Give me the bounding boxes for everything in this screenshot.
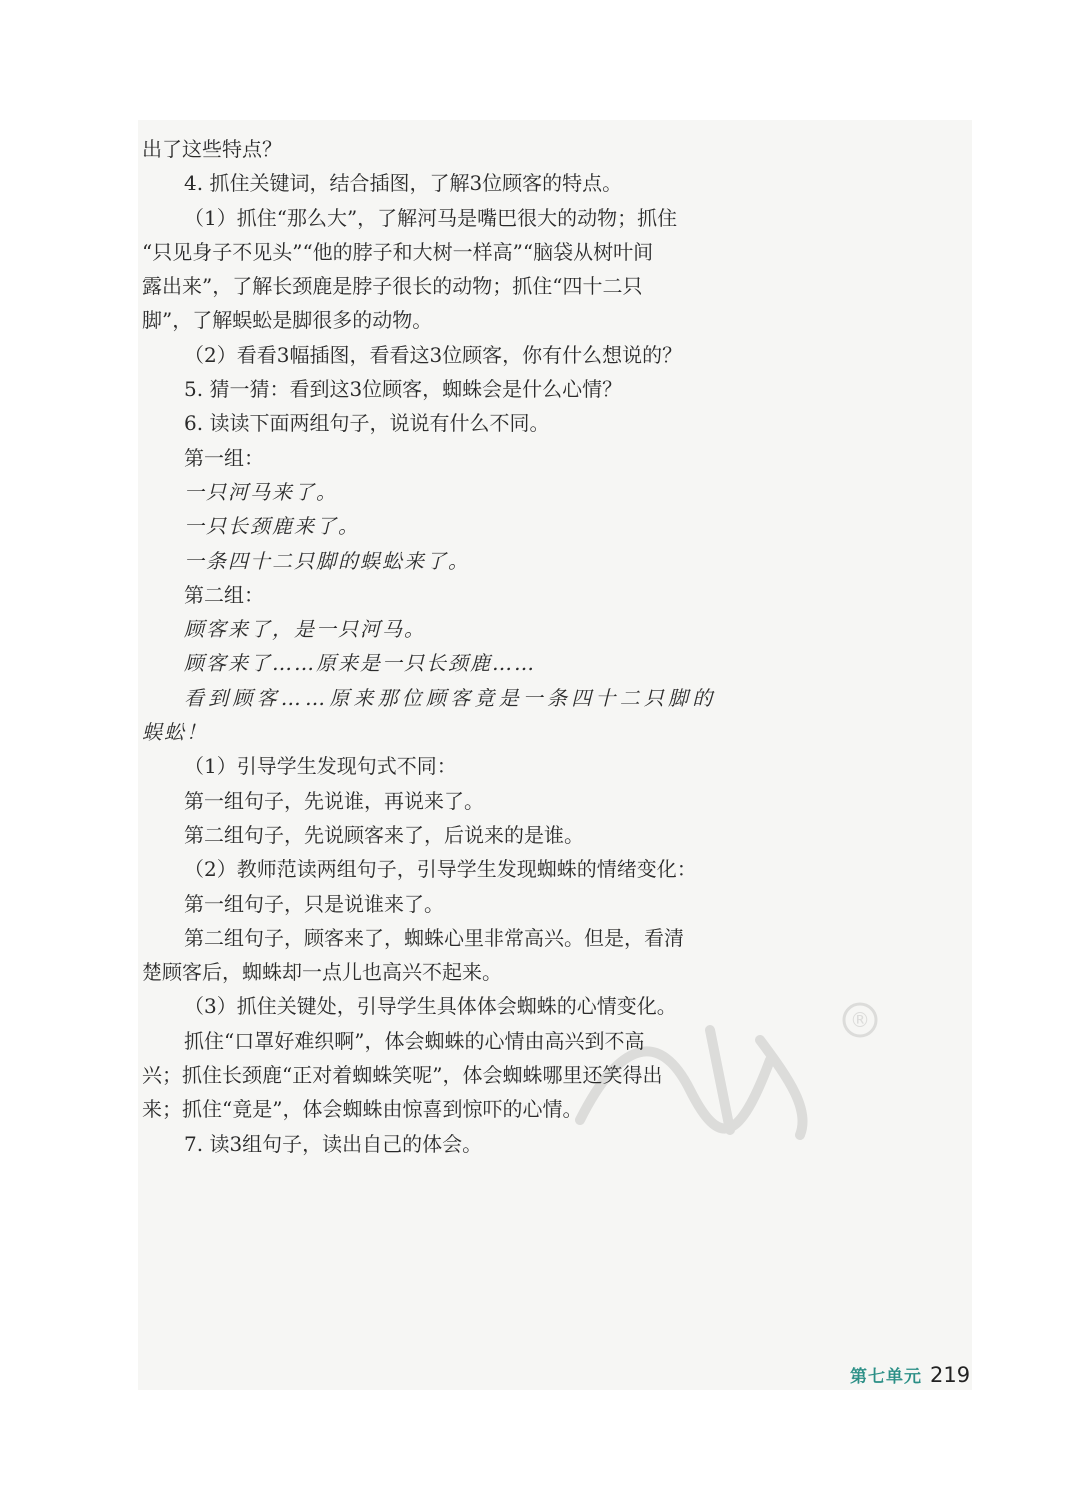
text-line: 抓住“口罩好难织啊”，体会蜘蛛的心情由高兴到不高 <box>184 1028 645 1053</box>
text-line: 脚”，了解蜈蚣是脚很多的动物。 <box>142 308 433 333</box>
example-sentence: 看到顾客……原来那位顾客竟是一条四十二只脚的 <box>184 685 717 710</box>
example-sentence: 顾客来了，是一只河马。 <box>184 617 426 642</box>
registered-mark: ® <box>850 1008 870 1032</box>
page-number: 219 <box>930 1363 971 1387</box>
unit-label: 第七单元 <box>850 1367 922 1387</box>
text-line: 第一组句子，先说谁，再说来了。 <box>184 788 484 813</box>
text-line: 第二组句子，顾客来了，蜘蛛心里非常高兴。但是，看清 <box>184 925 684 950</box>
text-line: 露出来”，了解长颈鹿是脖子很长的动物；抓住“四十二只 <box>142 274 643 299</box>
text-line: 第二组句子，先说顾客来了，后说来的是谁。 <box>184 822 584 847</box>
text-line: 出了这些特点？ <box>142 137 282 161</box>
text-line: （2）看看3幅插图，看看这3位顾客，你有什么想说的？ <box>184 342 683 367</box>
example-sentence: 一只河马来了。 <box>184 479 338 504</box>
example-sentence: 顾客来了……原来是一只长颈鹿…… <box>184 651 536 676</box>
lesson-text <box>142 132 722 1161</box>
text-line: 第一组句子，只是说谁来了。 <box>184 891 444 916</box>
example-sentence: 蜈蚣！ <box>142 720 208 745</box>
text-line: 第二组： <box>184 582 264 607</box>
text-line: 4. 抓住关键词，结合插图，了解3位顾客的特点。 <box>184 171 623 196</box>
text-line: “只见身子不见头”“他的脖子和大树一样高”“脑袋从树叶间 <box>142 239 654 264</box>
text-line: 5. 猜一猜：看到这3位顾客，蜘蛛会是什么心情？ <box>184 377 623 402</box>
text-line: 来；抓住“竟是”，体会蜘蛛由惊喜到惊吓的心情。 <box>142 1097 583 1122</box>
text-line: 6. 读读下面两组句子，说说有什么不同。 <box>184 411 550 436</box>
page-footer <box>850 1362 970 1392</box>
example-sentence: 一条四十二只脚的蜈蚣来了。 <box>184 548 470 573</box>
text-line: （3）抓住关键处，引导学生具体体会蜘蛛的心情变化。 <box>184 994 677 1019</box>
text-line: （2）教师范读两组句子，引导学生发现蜘蛛的情绪变化： <box>184 857 697 882</box>
text-line: 兴；抓住长颈鹿“正对着蜘蛛笑呢”，体会蜘蛛哪里还笑得出 <box>142 1063 663 1088</box>
text-line: （1）抓住“那么大”，了解河马是嘴巴很大的动物；抓住 <box>184 205 678 230</box>
text-line: 7. 读3组句子，读出自己的体会。 <box>184 1131 483 1156</box>
text-line: （1）引导学生发现句式不同： <box>184 754 457 779</box>
example-sentence: 一只长颈鹿来了。 <box>184 514 360 539</box>
text-line: 第一组： <box>184 445 264 470</box>
text-line: 楚顾客后，蜘蛛却一点儿也高兴不起来。 <box>142 960 502 985</box>
